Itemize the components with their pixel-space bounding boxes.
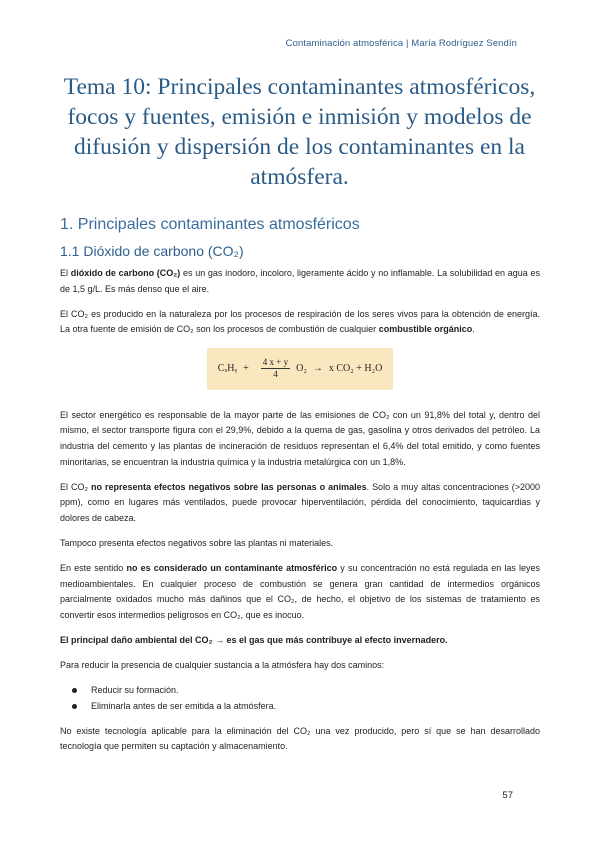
paragraph-regulation — [60, 561, 540, 623]
bold-term: no representa efectos negativos sobre las personas o animales — [91, 481, 367, 492]
section-heading: 1. Principales contaminantes atmosféricos — [60, 216, 360, 233]
list-item — [60, 699, 540, 715]
fraction-denominator: 4 — [273, 369, 278, 380]
list-item — [60, 683, 540, 699]
paragraph-plants: Tampoco presenta efectos negativos sobre las plantas ni materiales. — [60, 538, 334, 549]
paragraph-capture: No existe tecnología aplicable para la eliminación del CO₂ una vez producido, pero sí que se han desarrollado tecnología que permiten su captación y almacenamiento. — [60, 725, 540, 752]
page-number: 57 — [502, 790, 513, 801]
page-header: Contaminación atmosférica | María Rodríguez Sendín — [285, 38, 517, 49]
paragraph-sectors: El sector energético es responsable de la mayor parte de las emisiones de CO₂ con un 91,8% del total y, dentro del mismo, el sector transporte figura con el 29,9%, debido a la quema de gas, gasolina y otros derivados del petróleo. La industria del cemento y las plantas de incineración de residuos representan el 6,4% del total emitido, y como fuentes minoritarias, se encuentran la industria química y la industria metalúrgica con un 1,8%. — [60, 409, 540, 467]
paragraph-reduction: Para reducir la presencia de cualquier sustancia a la atmósfera hay dos caminos: — [60, 660, 385, 671]
document-title: Tema 10: Principales contaminantes atmosféricos, focos y fuentes, emisión e inmisión y modelos de difusión y dispersión de los contaminantes en la atmósfera. — [63, 74, 536, 190]
bold-term: no es considerado un contaminante atmosférico — [126, 563, 338, 574]
text-run: es un gas inodoro, incoloro, ligeramente ácido y no inflamable. La solubilidad en agua es de 1,5 g/L. Es más denso que el aire. — [60, 268, 540, 294]
subsection-heading: 1.1 Dióxido de carbono (CO₂) — [60, 243, 244, 259]
bold-term: combustible orgánico — [378, 324, 473, 335]
list-item-text: Eliminarla antes de ser emitida a la atmósfera. — [91, 700, 277, 711]
combustion-formula — [207, 348, 393, 390]
text-run: . — [472, 324, 475, 335]
formula-arrow: → — [312, 363, 323, 375]
text-run: y su concentración no está regulada en las leyes medioambientales. En cualquier proceso de combustión se genera gran cantidad de intermedios orgánicos parcialmente oxidados mucho más dañinos que el CO₂, de hecho, el objetivo de los sistemas de tratamiento es convertir esos intermedios peligrosos en CO₂, que es inocuo. — [60, 563, 541, 620]
formula-reactant: CₓHᵧ — [217, 363, 238, 375]
text-run: En este sentido — [60, 563, 127, 574]
fraction-numerator: 4 x + y — [262, 357, 289, 368]
list-item-text: Reducir su formación. — [91, 685, 179, 696]
text-run: . Solo a muy altas concentraciones (>2000 ppm), como en lugares más ventilados, puede provocar hiperventilación, pérdida del conocimiento, taquicardias y dolores de cabeza. — [60, 481, 541, 523]
reduction-list — [60, 683, 540, 714]
formula-fraction — [261, 357, 290, 380]
bullet-icon — [72, 688, 77, 693]
bullet-icon — [72, 704, 77, 709]
formula-plus: + — [243, 363, 249, 375]
text-run: El CO₂ es producido en la naturaleza por los procesos de respiración de los seres vivos para la obtención de energía. La otra fuente de emisión de CO₂ son los procesos de combustión de cualquier — [60, 308, 540, 335]
paragraph-health-effects — [60, 480, 540, 527]
paragraph-definition — [60, 266, 540, 297]
body-text — [60, 266, 540, 765]
bold-statement: El principal daño ambiental del CO₂ → es el gas que más contribuye al efecto invernadero. — [60, 635, 448, 645]
formula-oxygen: O₂ — [296, 363, 307, 375]
paragraph-greenhouse — [60, 633, 540, 649]
text-run: El CO₂ — [60, 481, 92, 492]
bold-term: dióxido de carbono (CO₂) — [70, 268, 181, 278]
text-run: El — [60, 268, 71, 278]
paragraph-sources — [60, 307, 540, 338]
formula-products: x CO₂ + H₂O — [328, 363, 383, 375]
